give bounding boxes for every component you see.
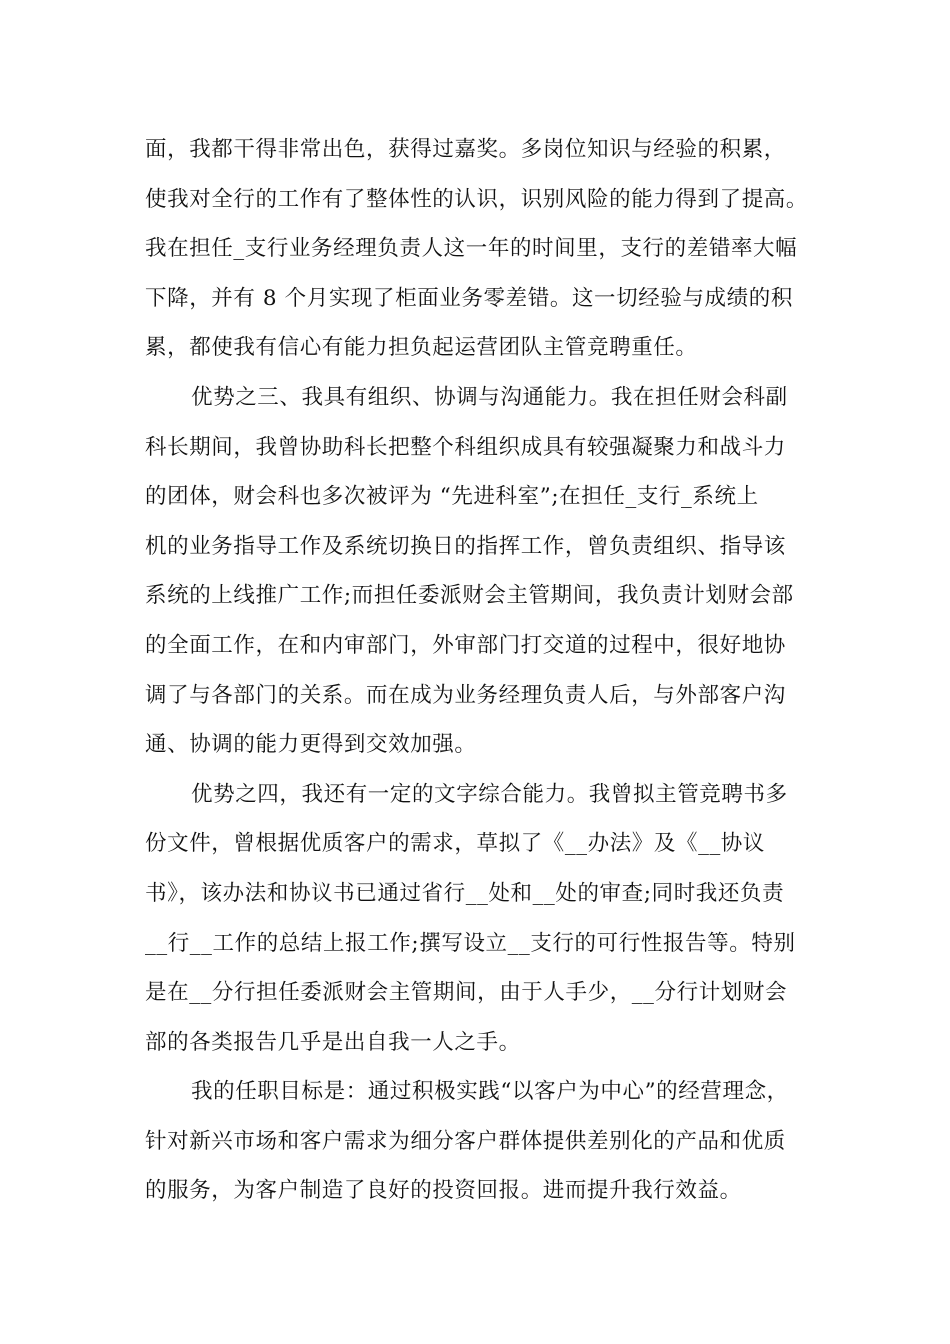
text-line: 机的业务指导工作及系统切换日的指挥工作，曾负责组织、指导该 [145,533,786,559]
document-body [145,125,825,1216]
paragraph-first-line: 优势之三、我具有组织、协调与沟通能力。我在担任财会科副 [191,384,788,410]
text-line: 针对新兴市场和客户需求为细分客户群体提供差别化的产品和优质 [145,1128,786,1154]
text-line: 累，都使我有信心有能力担负起运营团队主管竞聘重任。 [145,335,698,361]
text-line: 使我对全行的工作有了整体性的认识，识别风险的能力得到了提高。 [145,186,809,212]
text-line: 通、协调的能力更得到交效加强。 [145,732,477,758]
text-line: 系统的上线推广工作;而担任委派财会主管期间，我负责计划财会部 [145,583,794,609]
text-line: 的全面工作，在和内审部门，外审部门打交道的过程中，很好地协 [145,632,786,658]
paragraph-first-line: 我的任职目标是：通过积极实践“以客户为中心”的经营理念， [191,1079,789,1105]
paragraph-first-line: 优势之四，我还有一定的文字综合能力。我曾拟主管竞聘书多 [191,781,788,807]
text-line: 科长期间，我曾协助科长把整个科组织成具有较强凝聚力和战斗力 [145,434,786,460]
text-line: 书》，该办法和协议书已通过省行__处和__处的审查;同时我还负责 [145,880,785,906]
text-line: __行__工作的总结上报工作;撰写设立__支行的可行性报告等。特别 [145,930,796,956]
text-line: 下降，并有 8 个月实现了柜面业务零差错。这一切经验与成绩的积 [145,285,793,311]
text-line: 的团体，财会科也多次被评为 “先进科室”;在担任_支行_系统上 [145,484,759,510]
text-line: 面，我都干得非常出色，获得过嘉奖。多岗位知识与经验的积累， [145,137,786,162]
text-line: 的服务，为客户制造了良好的投资回报。进而提升我行效益。 [145,1178,742,1204]
text-line: 份文件，曾根据优质客户的需求，草拟了《__办法》及《__协议 [145,831,766,857]
text-line: 是在__分行担任委派财会主管期间，由于人手少，__分行计划财会 [145,980,788,1006]
text-line: 我在担任_支行业务经理负责人这一年的时间里，支行的差错率大幅 [145,236,798,262]
text-line: 部的各类报告几乎是出自我一人之手。 [145,1029,521,1055]
text-line: 调了与各部门的关系。而在成为业务经理负责人后，与外部客户沟 [145,682,786,708]
